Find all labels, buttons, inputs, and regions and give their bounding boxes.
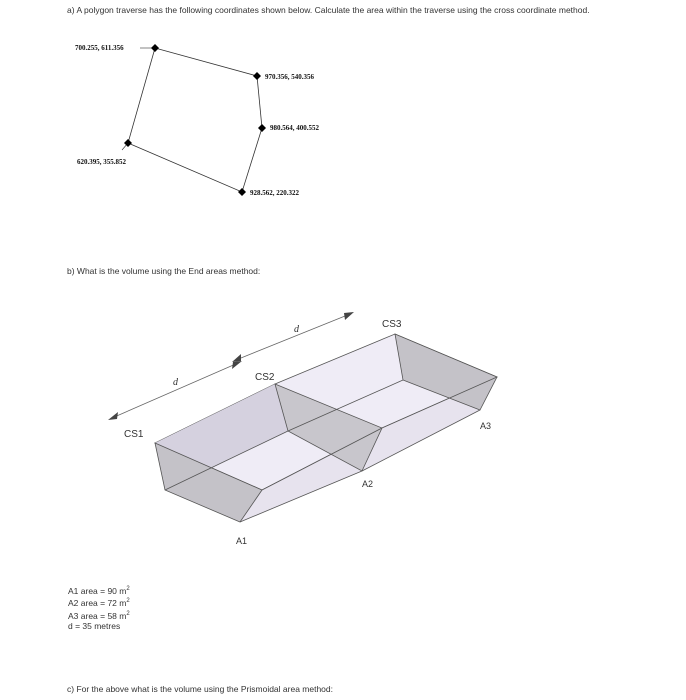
a3-label: A3 [480, 421, 492, 431]
station-marker [238, 188, 246, 196]
spacing-label: d [294, 324, 299, 335]
given-values [68, 584, 130, 631]
a2-label: A2 [362, 479, 374, 489]
traverse-diagram [75, 44, 320, 197]
cs2-label: CS2 [255, 372, 275, 383]
station-marker [151, 44, 159, 52]
question-a: a) A polygon traverse has the following coordinates shown below. Calculate the area within the traverse using the cross coordinate method. [67, 5, 590, 15]
coord-label: 928.562, 220.322 [250, 189, 299, 197]
given-d: d = 35 metres [68, 620, 121, 631]
coord-label: 700.255, 611.356 [75, 44, 124, 52]
given-a3: A3 area = 58 $m^2$ [68, 610, 130, 621]
coord-label: 980.564, 400.552 [270, 124, 319, 132]
a1-label: A1 [236, 536, 248, 546]
traverse-polygon [128, 48, 262, 192]
given-a1: A1 area = 90 $m^2$ [68, 585, 130, 596]
cs1-label: CS1 [124, 429, 144, 440]
question-c: c) For the above what is the volume using the Prismoidal area method: [67, 684, 333, 694]
coord-label: 620.395, 355.852 [77, 158, 126, 166]
prism-diagram [108, 312, 497, 546]
question-b: b) What is the volume using the End areas method: [67, 266, 261, 276]
spacing-label: d [173, 377, 178, 388]
station-marker [258, 124, 266, 132]
station-marker [124, 139, 132, 147]
given-a2: A2 area = 72 $m^2$ [68, 598, 130, 609]
station-marker [253, 72, 261, 80]
coord-label: 970.356, 540.356 [265, 73, 314, 81]
cs3-label: CS3 [382, 319, 402, 330]
